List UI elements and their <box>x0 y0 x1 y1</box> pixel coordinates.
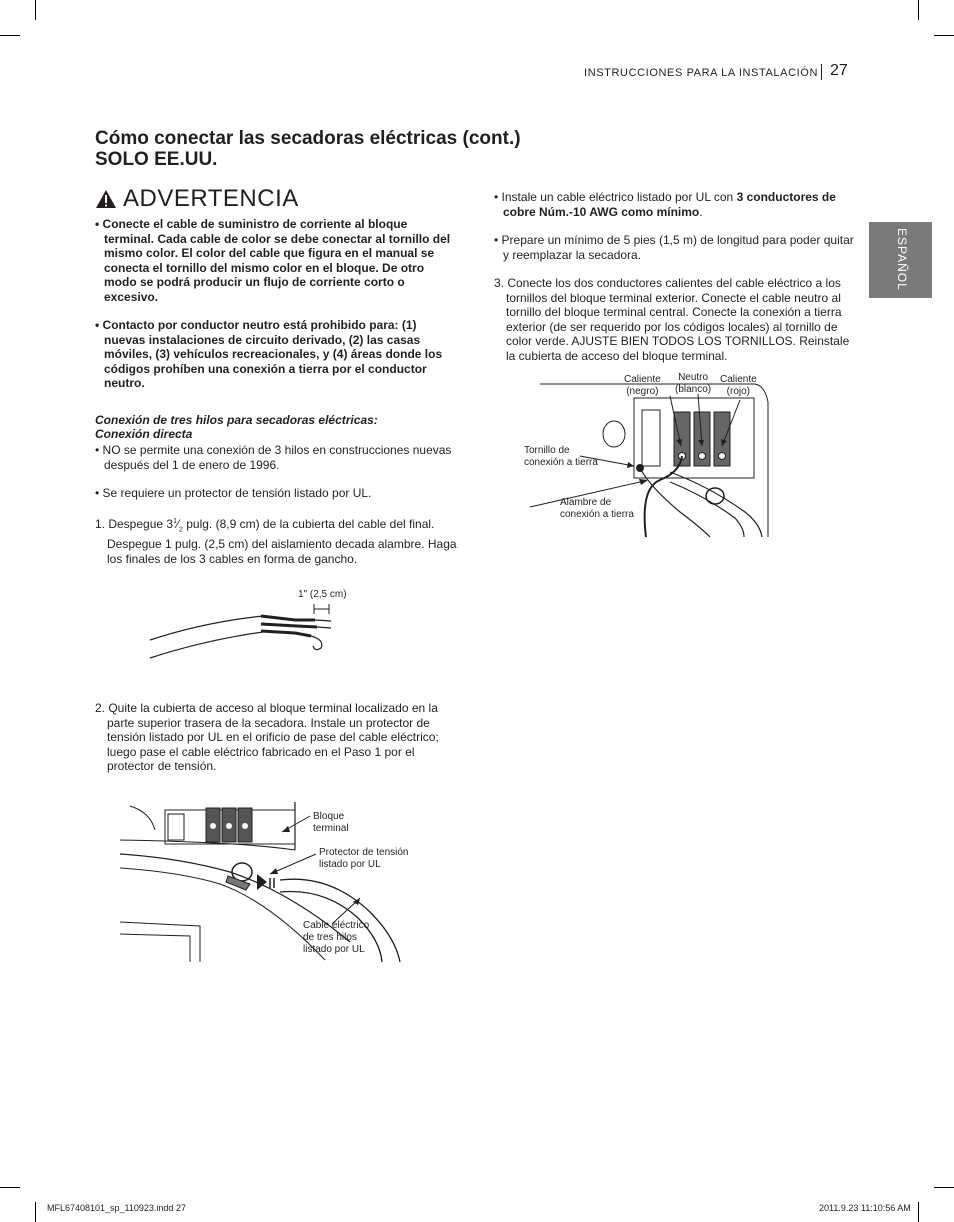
list-item: • NO se permite una conexión de 3 hilos en construcciones nuevas después del 1 de enero de 1996. <box>95 443 452 472</box>
step-1: 1. Despegue $3^1⁄_2$ pulg. (8,9 cm) de la cubierta del cable del final. Despegue 1 pulg. (2,5 cm) del aislamiento decada alambre. Haga los finales de los 3 cables en forma de gancho. <box>95 516 457 566</box>
crop-mark-br-v <box>918 1202 919 1222</box>
crop-mark-br-h <box>934 1187 954 1188</box>
subheading-line1: Conexión de tres hilos para secadoras eléctricas: <box>95 412 378 427</box>
crop-mark-tl-v <box>35 0 36 20</box>
page-title-line1: Cómo conectar las secadoras eléctricas (cont.) <box>95 128 521 149</box>
fig3-label-alambre: Alambre de conexión a tierra <box>560 497 634 520</box>
footer-timestamp: 2011.9.23 11:10:56 AM <box>819 1203 911 1213</box>
warning-heading-text: ADVERTENCIA <box>123 185 299 212</box>
warning-item-2: • Contacto por conductor neutro está prohibido para: (1) nuevas instalaciones de circuito derivado, (2) las casas móviles, (3) vehículos recreacionales, y (4) áreas donde los códigos prohíben una conexión a tierra por el conductor neutro. <box>95 318 443 390</box>
language-tab-label: ESPAÑOL <box>895 228 909 291</box>
language-tab <box>869 222 932 298</box>
crop-mark-bl-v <box>35 1202 36 1222</box>
fig3-label-neutro: Neutro (blanco) <box>675 372 712 395</box>
list-item: • Se requiere un protector de tensión listado por UL. <box>95 486 372 500</box>
list-item: • Prepare un mínimo de 5 pies (1,5 m) de longitud para poder quitar y reemplazar la secadora. <box>494 233 854 262</box>
header-divider <box>821 64 822 80</box>
step-2: 2. Quite la cubierta de acceso al bloque terminal localizado en la parte superior trasera de la secadora. Instale un protector de tensión listado por UL en el orificio de pase del cable eléctrico; luego pase el cable eléctrico fabricado en el Paso 1 por el protector de tensión. <box>95 701 439 773</box>
page-title-line2: SOLO EE.UU. <box>95 149 218 170</box>
crop-mark-bl-h <box>0 1187 20 1188</box>
warning-heading <box>95 186 299 212</box>
warning-item-1: • Conecte el cable de suministro de corriente al bloque terminal. Cada cable de color se debe conectar al tornillo del mismo color. El color del cable que figura en el manual se conecta el tornillo del mismo color en el bloque. De otro modo se podrá producir un flujo de corriente corto o excesivo. <box>95 217 451 304</box>
fig3-label-tornillo: Tornillo de conexión a tierra <box>524 445 598 468</box>
fig3-label-caliente-negro: Caliente (negro) <box>624 374 661 397</box>
right-column <box>494 190 856 363</box>
left-bullets <box>95 443 457 566</box>
left-column <box>95 217 455 442</box>
fig2-label-protector: Protector de tensión listado por UL <box>319 847 409 870</box>
fig3-label-caliente-rojo: Caliente (rojo) <box>720 374 757 397</box>
fig1-dimension-label: 1" (2,5 cm) <box>298 589 347 600</box>
subheading <box>95 413 455 442</box>
page-title <box>95 128 521 170</box>
crop-mark-tr-h <box>934 35 954 36</box>
step-3: 3. Conecte los dos conductores calientes del cable eléctrico a los tornillos del bloque terminal exterior. Conecte el cable neutro al tornillo del bloque terminal central. Conecte la conexión a tierra exterior (de ser requerido por los códigos locales) al tornillo de color verde. AJUSTE BIEN TODOS LOS TORNILLOS. Reinstale la cubierta de acceso del bloque terminal. <box>494 276 850 363</box>
footer-file: MFL67408101_sp_110923.indd 27 <box>47 1203 186 1213</box>
stripped-cable-figure <box>145 600 345 670</box>
subheading-line2: Conexión directa <box>95 427 193 441</box>
page-number: 27 <box>830 62 848 79</box>
crop-mark-tr-v <box>918 0 919 20</box>
crop-mark-tl-h <box>0 35 20 36</box>
fig2-label-bloque: Bloque terminal <box>313 811 349 834</box>
warning-triangle-icon <box>95 189 117 209</box>
section-header: INSTRUCCIONES PARA LA INSTALACIÓN <box>584 67 818 79</box>
list-item: • Instale un cable eléctrico listado por UL con 3 conductores de cobre Núm.-10 AWG como mínimo. <box>494 190 836 219</box>
fig2-label-cable: Cable eléctrico de tres hilos listado por UL <box>303 920 370 955</box>
